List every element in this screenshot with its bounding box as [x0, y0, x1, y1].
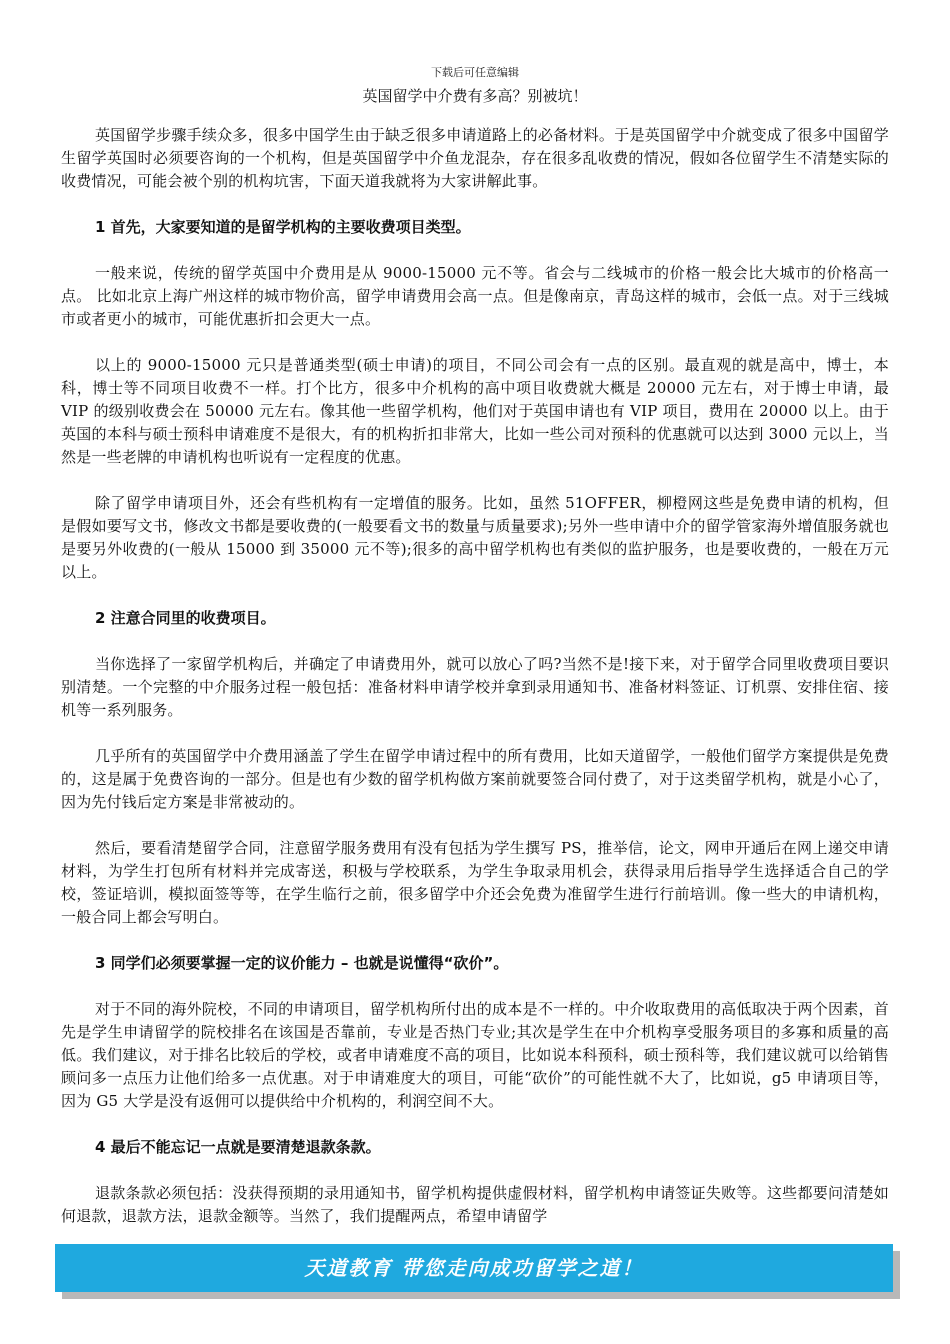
paragraph: 对于不同的海外院校，不同的申请项目，留学机构所付出的成本是不一样的。中介收取费用的高低取决于两个因素，首先是学生申请留学的院校排名在该国是否靠前，专业是否热门专业;其次是学生在中介机构享受服务项目的多寡和质量的高低。我们建议，对于排名比较后的学校，或者申请难度不高的项目，比如说本科预科，硕士预科等，我们建议就可以给销售顾问多一点压力让他们给多一点优惠。对于申请难度大的项目，可能“砍价”的可能性就不大了，比如说，g5 申请项目等，因为 G5 大学是没有返佣可以提供给中介机构的，利润空间不大。 [61, 1000, 889, 1110]
section-heading-4: 4 最后不能忘记一点就是要清楚退款条款。 [95, 1138, 381, 1156]
section-heading-2: 2 注意合同里的收费项目。 [95, 609, 276, 627]
paragraph: 以上的 9000-15000 元只是普通类型(硕士申请)的项目，不同公司会有一点的区别。最直观的就是高中，博士，本科，博士等不同项目收费不一样。打个比方，很多中介机构的高中项目收费就大概是 20000 元左右，对于博士申请，最 VIP 的级别收费会在 50000 元左右。像其他一些留学机构，他们对于英国申请也有 VIP 项目，费用在 20000 以上。由于英国的本科与硕士预科申请难度不是很大，有的机构折扣非常大，比如一些公司对预科的优惠就可以达到 3000 元以上，当然是一些老牌的申请机构也听说有一定程度的优惠。 [61, 356, 889, 466]
document-title: 英国留学中介费有多高？别被坑！ [362, 87, 588, 105]
section-heading-1: 1 首先，大家要知道的是留学机构的主要收费项目类型。 [95, 218, 471, 236]
paragraph-refund: 退款条款必须包括：没获得预期的录用通知书，留学机构提供虚假材料，留学机构申请签证失败等。这些都要问清楚如何退款，退款方法，退款金额等。当然了，我们提醒两点，希望申请留学 [61, 1184, 889, 1225]
footer-banner [55, 1244, 893, 1292]
paragraph: 然后，要看清楚留学合同，注意留学服务费用有没有包括为学生撰写 PS，推举信，论文，网申开通后在网上递交申请材料，为学生打包所有材料并完成寄送，积极与学校联系，为学生争取录用机会，获得录用后指导学生选择适合自己的学校，签证培训，模拟面签等等，在学生临行之前，很多留学中介还会免费为准留学生进行行前培训。像一些大的申请机构，一般合同上都会写明白。 [61, 839, 889, 926]
paragraph: 当你选择了一家留学机构后，并确定了申请费用外，就可以放心了吗?当然不是!接下来，对于留学合同里收费项目要识别清楚。一个完整的中介服务过程一般包括：准备材料申请学校并拿到录用通知书、准备材料签证、订机票、安排住宿、接机等一系列服务。 [61, 655, 889, 719]
paragraph-intro: 英国留学步骤手续众多，很多中国学生由于缺乏很多申请道路上的必备材料。于是英国留学中介就变成了很多中国留学生留学英国时必须要咨询的一个机构，但是英国留学中介鱼龙混杂，存在很多乱收费的情况，假如各位留学生不清楚实际的收费情况，可能会被个别的机构坑害，下面天道我就将为大家讲解此事。 [61, 126, 889, 190]
paragraph: 几乎所有的英国留学中介费用涵盖了学生在留学申请过程中的所有费用，比如天道留学，一般他们留学方案提供是免费的，这是属于免费咨询的一部分。但是也有少数的留学机构做方案前就要签合同付费了，对于这类留学机构，就是小心了，因为先付钱后定方案是非常被动的。 [61, 747, 889, 811]
banner-slogan: 天道教育 带您走向成功留学之道！ [304, 1256, 644, 1280]
header-note: 下载后可任意编辑 [431, 66, 519, 79]
document-body [61, 124, 889, 1251]
paragraph: 一般来说，传统的留学英国中介费用是从 9000-15000 元不等。省会与二线城市的价格一般会比大城市的价格高一点。 比如北京上海广州这样的城市物价高，留学申请费用会高一点。但是像南京，青岛这样的城市，会低一点。对于三线城市或者更小的城市，可能优惠折扣会更大一点。 [61, 264, 889, 328]
paragraph: 除了留学申请项目外，还会有些机构有一定增值的服务。比如，虽然 51OFFER，柳橙网这些是免费申请的机构，但是假如要写文书，修改文书都是要收费的(一般要看文书的数量与质量要求);另外一些申请中介的留学管家海外增值服务就也是要另外收费的(一般从 15000 到 35000 元不等);很多的高中留学机构也有类似的监护服务，也是要收费的，一般在万元以上。 [61, 494, 889, 581]
section-heading-3: 3 同学们必须要掌握一定的议价能力 – 也就是说懂得“砍价”。 [95, 954, 509, 972]
